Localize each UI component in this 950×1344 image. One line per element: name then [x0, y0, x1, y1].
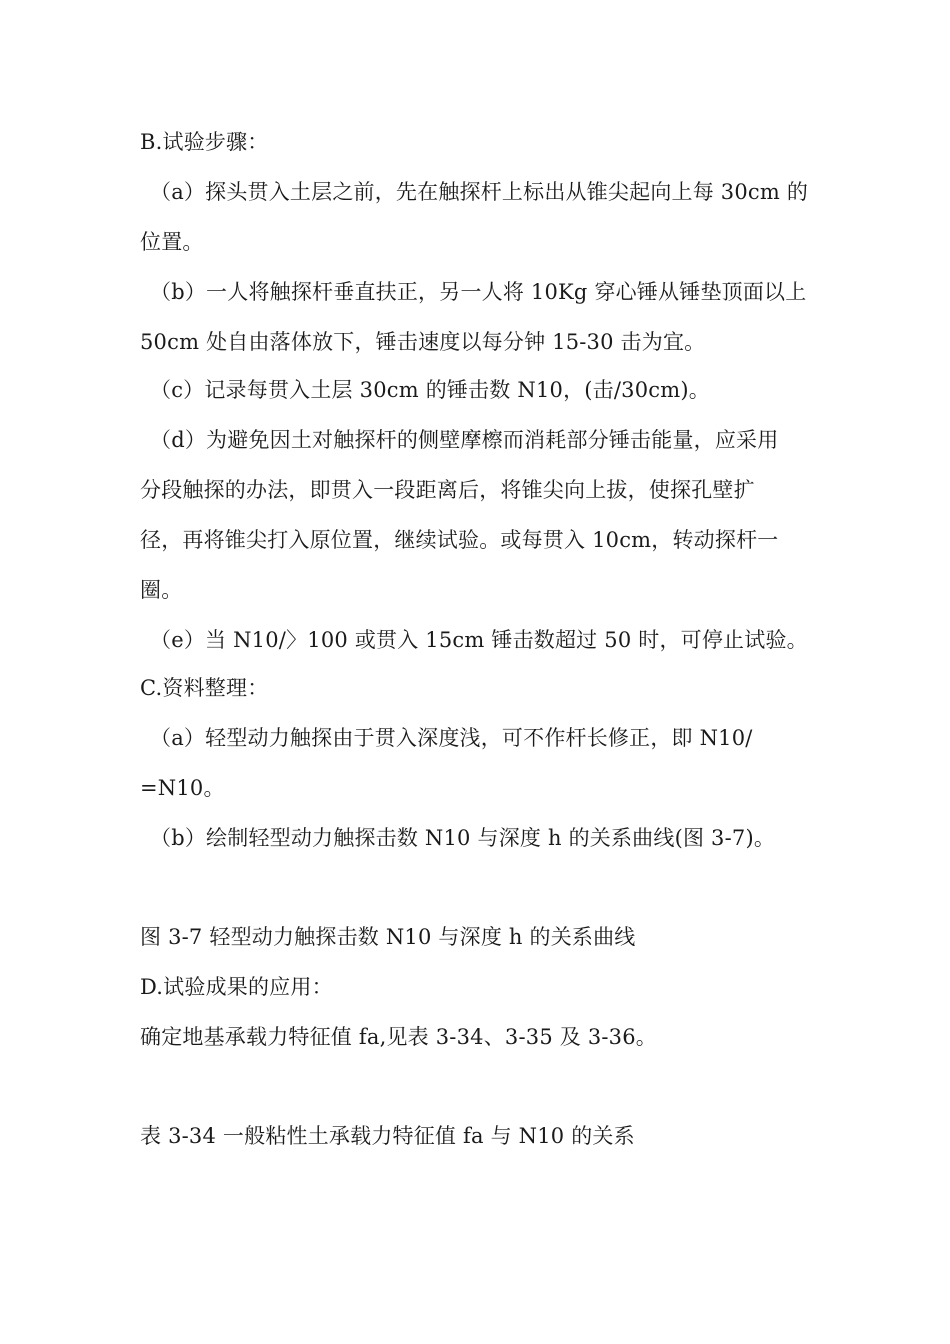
step-e-line: （e）当 N10/〉100 或贯入 15cm 锤击数超过 50 时，可停止试验。 [150, 628, 808, 652]
step-b-line-2: 50cm 处自由落体放下，锤击速度以每分钟 15-30 击为宜。 [140, 330, 706, 354]
figure-caption: 图 3-7 轻型动力触探击数 N10 与深度 h 的关系曲线 [140, 925, 636, 949]
step-d-line-2: 分段触探的办法，即贯入一段距离后，将锥尖向上拔，使探孔壁扩 [140, 478, 755, 502]
step-d-line-4: 圈。 [140, 578, 183, 602]
data-b-line: （b）绘制轻型动力触探击数 N10 与深度 h 的关系曲线(图 3-7)。 [150, 826, 776, 850]
table-caption: 表 3-34 一般粘性土承载力特征值 fa 与 N10 的关系 [140, 1124, 635, 1148]
section-b-heading: B.试验步骤： [140, 130, 269, 154]
data-a-line-1: （a）轻型动力触探由于贯入深度浅，可不作杆长修正，即 N10/ [150, 726, 753, 750]
step-d-line-3: 径，再将锥尖打入原位置，继续试验。或每贯入 10cm，转动探杆一 [140, 528, 779, 552]
section-d-heading: D.试验成果的应用： [140, 975, 333, 999]
step-d-line-1: （d）为避免因土对触探杆的侧壁摩檫而消耗部分锤击能量，应采用 [150, 428, 779, 452]
section-c-heading: C.资料整理： [140, 676, 269, 700]
step-b-line-1: （b）一人将触探杆垂直扶正，另一人将 10Kg 穿心锤从锤垫顶面以上 [150, 280, 807, 304]
application-line: 确定地基承载力特征值 fa,见表 3-34、3-35 及 3-36。 [140, 1025, 658, 1049]
step-a-line-1: （a）探头贯入土层之前，先在触探杆上标出从锥尖起向上每 30cm 的 [150, 180, 809, 204]
data-a-line-2: =N10。 [140, 776, 225, 800]
step-c-line: （c）记录每贯入土层 30cm 的锤击数 N10，(击/30cm)。 [150, 378, 710, 402]
step-a-line-2: 位置。 [140, 230, 204, 254]
